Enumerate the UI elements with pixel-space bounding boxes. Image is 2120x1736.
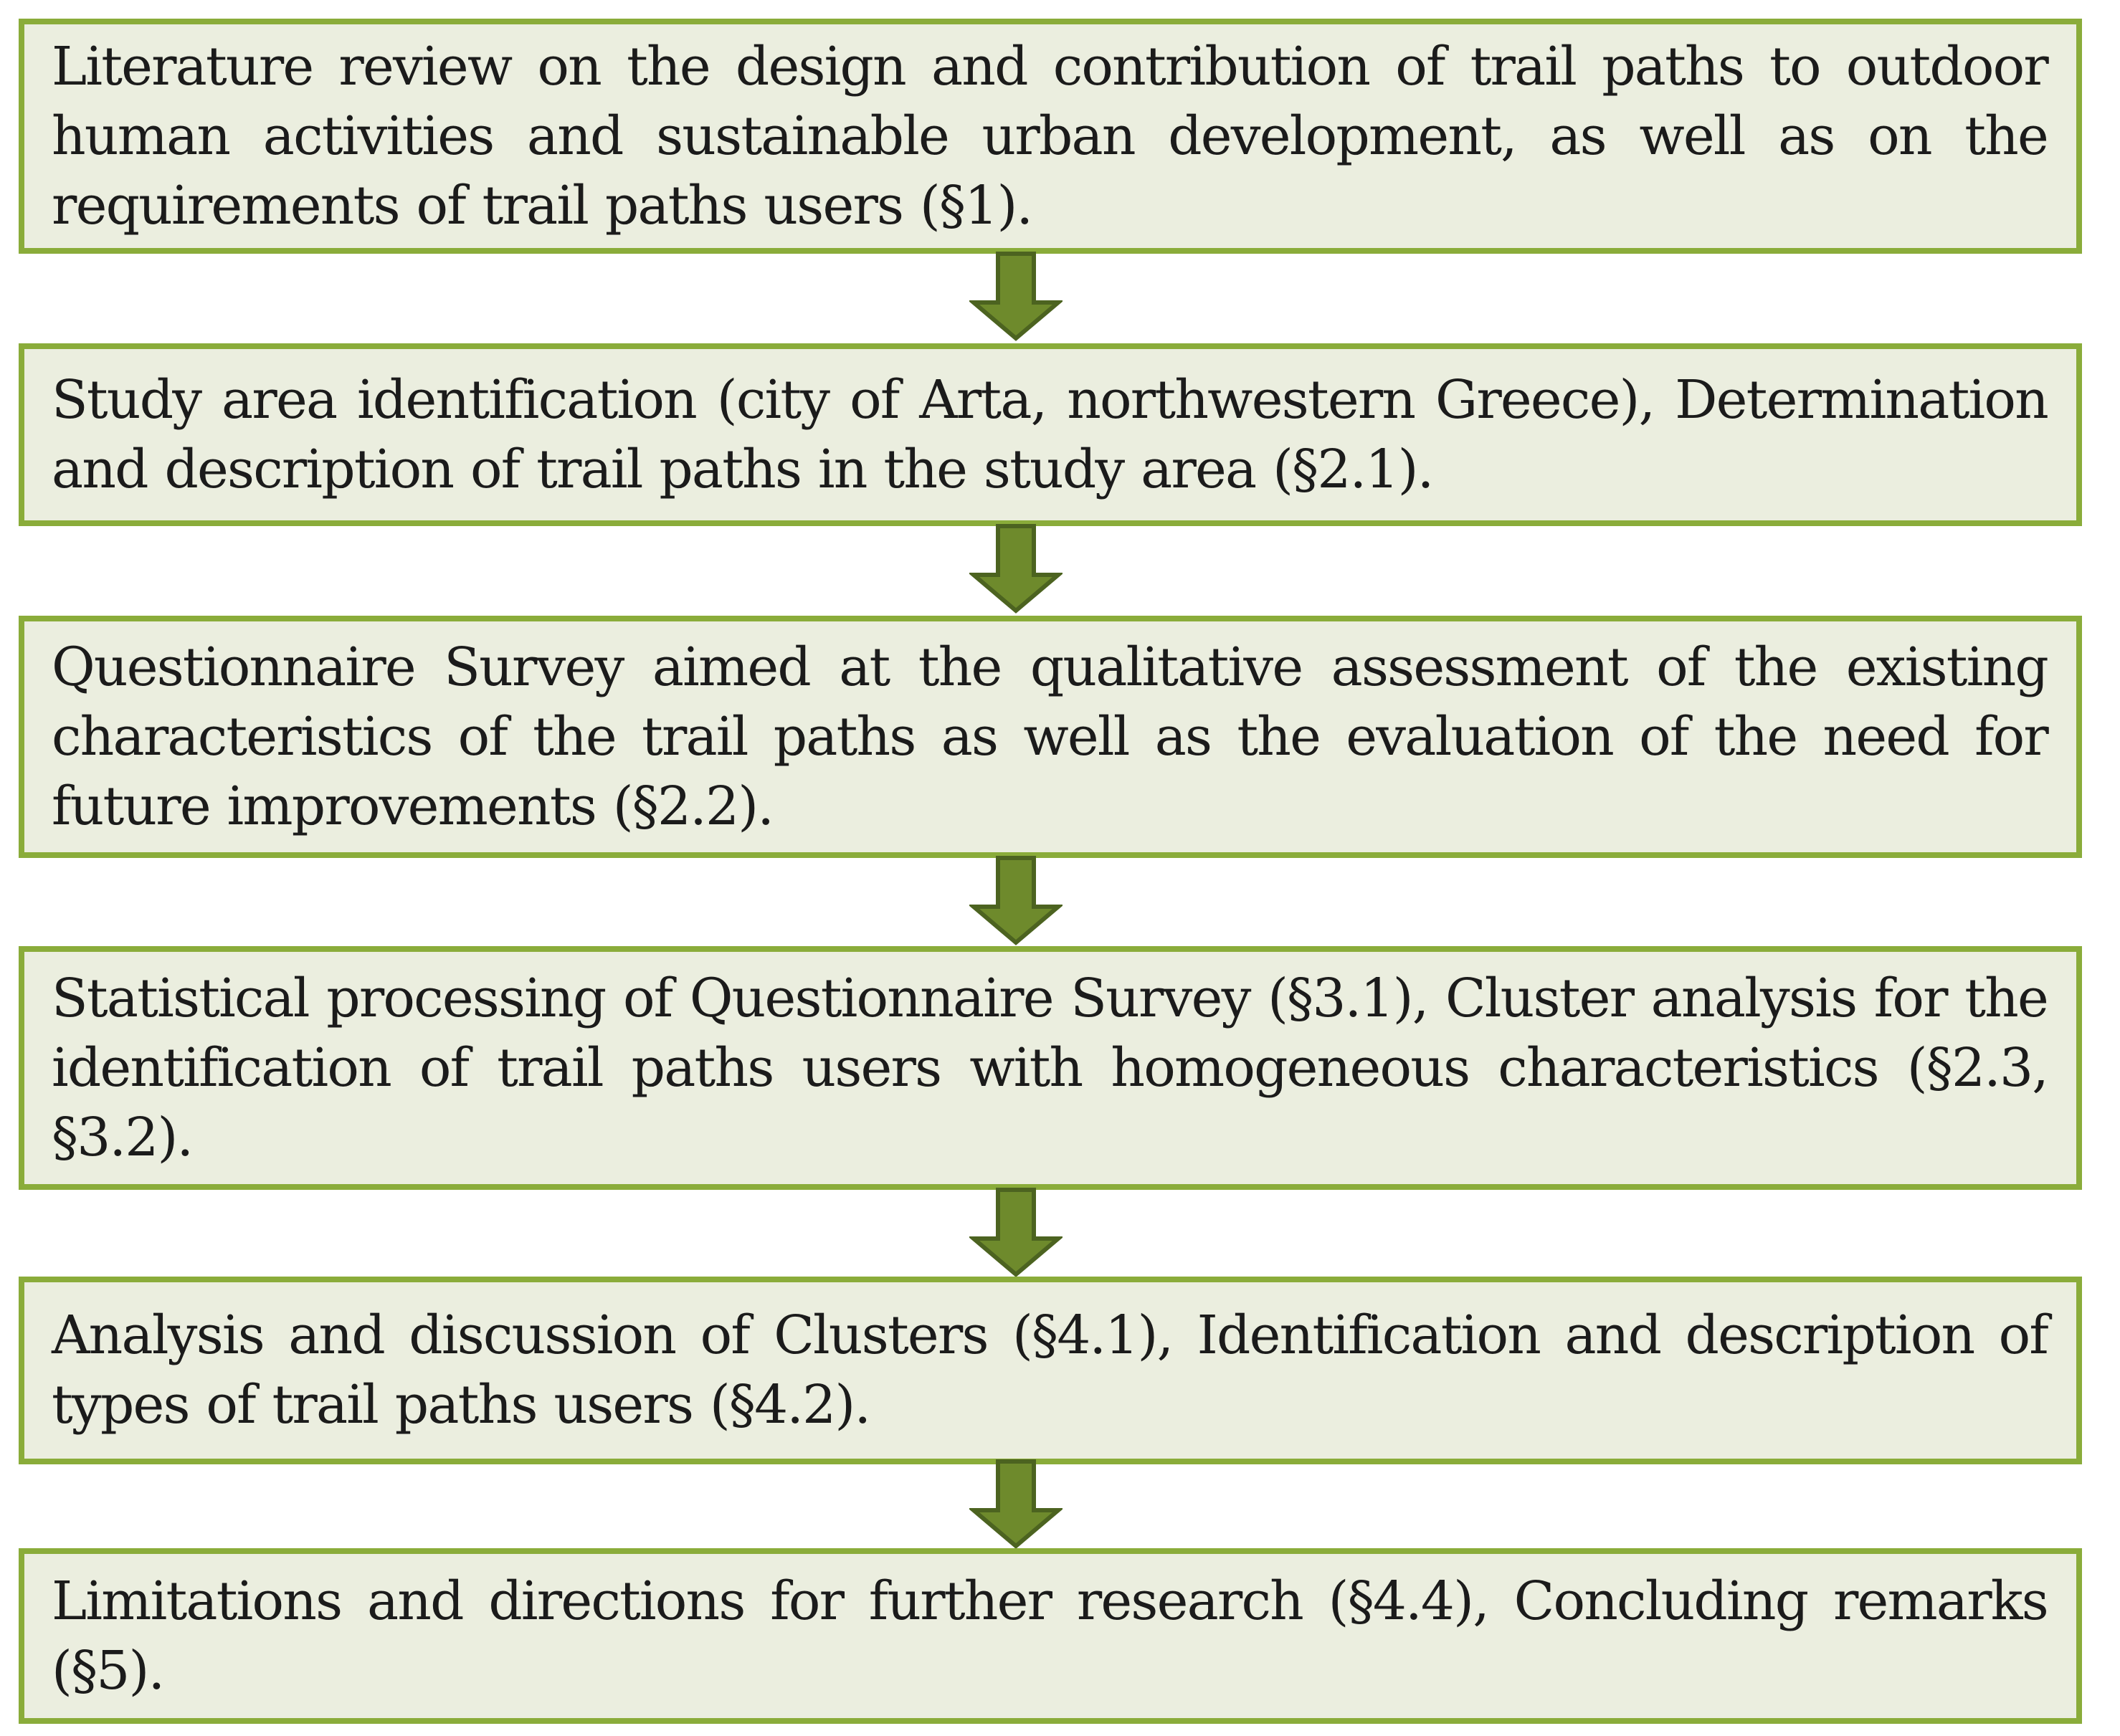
flow-step-5 xyxy=(19,1277,2082,1464)
down-arrow-icon xyxy=(969,855,1063,947)
flow-step-1-text: Literature review on the design and contribution of trail paths to outdoor human activities and sustainable urban development, as well as on the requirements of trail paths users (§1). xyxy=(52,35,2048,237)
down-arrow-icon xyxy=(969,523,1063,615)
flow-step-6-text: Limitations and directions for further research (§4.4), Concluding remarks (§5). xyxy=(52,1570,2048,1702)
flow-step-3 xyxy=(19,616,2082,858)
flow-step-4-text: Statistical processing of Questionnaire Survey (§3.1), Cluster analysis for the identification of trail paths users with homogeneous characteristics (§2.3, §3.2). xyxy=(52,967,2048,1168)
flow-step-4 xyxy=(19,946,2082,1190)
down-arrow-icon xyxy=(969,251,1063,343)
flow-step-2-text: Study area identification (city of Arta, northwestern Greece), Determination and description of trail paths in the study area (§2.1). xyxy=(52,368,2048,500)
flow-step-3-text: Questionnaire Survey aimed at the qualitative assessment of the existing characteristics of the trail paths as well as the evaluation of the need for future improvements (§2.2). xyxy=(52,636,2048,837)
flow-step-5-text: Analysis and discussion of Clusters (§4.1), Identification and description of types of trail paths users (§4.2). xyxy=(52,1305,2048,1436)
flow-step-2 xyxy=(19,343,2082,526)
down-arrow-icon xyxy=(969,1459,1063,1550)
down-arrow-icon xyxy=(969,1187,1063,1279)
flow-step-6 xyxy=(19,1548,2082,1724)
flow-step-1 xyxy=(19,19,2082,254)
